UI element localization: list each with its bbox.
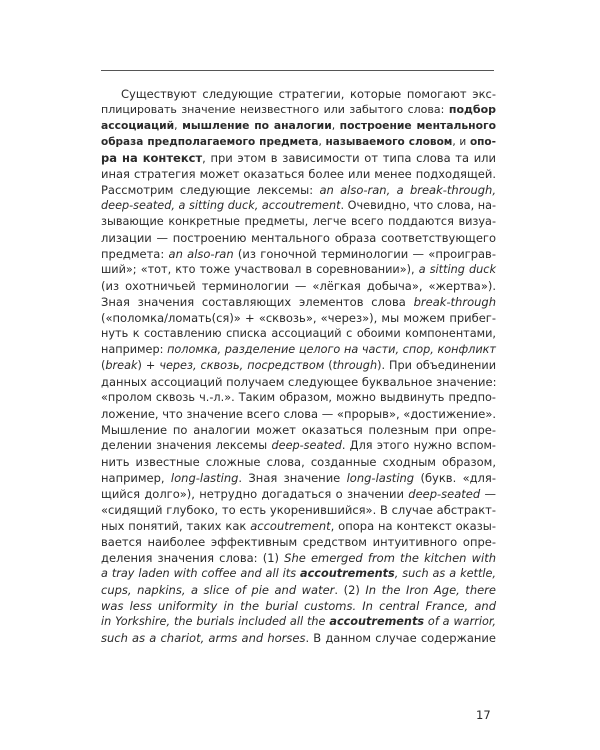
text-segment: иная стратегия может оказаться более или менее подходящей. bbox=[101, 167, 496, 181]
text-segment: ( bbox=[324, 359, 333, 372]
text-segment: плицировать значение неизвестного или забытого слова: bbox=[101, 103, 449, 116]
text-segment: поломка, разделение целого на части, спор, конфликт bbox=[167, 343, 496, 356]
text-segment: long-lasting bbox=[170, 471, 239, 485]
text-segment: In the Iron Age, there bbox=[365, 583, 496, 597]
text-line bbox=[101, 310, 496, 326]
text-segment: нить известные сложные слова, созданные сходным образом, bbox=[101, 455, 496, 469]
text-segment: , bbox=[318, 136, 326, 148]
text-line bbox=[101, 422, 496, 438]
text-segment: ший»; «тот, кто тоже участвовал в соревновании»), bbox=[101, 263, 419, 276]
text-segment: данных ассоциаций получаем следующее буквальное значение: bbox=[101, 375, 497, 389]
text-segment: . Очевидно, что слова, на- bbox=[340, 199, 497, 212]
text-segment: «пролом сквозь ч.-л.». Таким образом, можно выдвинуть предпо- bbox=[101, 391, 496, 404]
text-segment: (из охотничьей терминологии — «лёгкая добыча», «жертва»). bbox=[101, 279, 496, 293]
text-line bbox=[101, 582, 496, 598]
text-segment: предмета: bbox=[101, 247, 169, 261]
text-segment: через, сквозь, посредством bbox=[159, 359, 325, 372]
text-line bbox=[101, 326, 496, 342]
text-line bbox=[101, 598, 496, 614]
text-line bbox=[101, 246, 496, 262]
body-text bbox=[101, 86, 496, 646]
text-segment: cups, napkins, a slice of pie and water bbox=[101, 583, 335, 597]
text-segment: подбор bbox=[448, 103, 496, 116]
text-line bbox=[101, 486, 496, 502]
text-line bbox=[101, 102, 496, 118]
text-line bbox=[101, 534, 496, 550]
text-line bbox=[101, 550, 496, 566]
text-segment: Мышление по аналогии может оказаться полезным при опре- bbox=[101, 423, 496, 437]
text-segment: Рассмотрим следующие лексемы: bbox=[101, 183, 320, 197]
text-segment: She emerged from the kitchen with bbox=[284, 551, 496, 565]
text-segment: мышление по аналогии bbox=[182, 119, 332, 132]
text-segment: ложение, что значение всего слова — «прорыв», «достижение». bbox=[101, 407, 497, 421]
text-segment: accoutrements bbox=[300, 567, 395, 580]
text-segment: such as a chariot, arms and horses bbox=[101, 631, 306, 645]
text-segment: was less uniformity in the burial customs. In central France, and bbox=[101, 599, 496, 613]
text-segment: a tray laden with coffee and all its bbox=[101, 567, 301, 580]
text-segment: . В данном случае содержание bbox=[305, 631, 496, 645]
text-segment: Существуют следующие стратегии, которые помогают экс- bbox=[121, 87, 496, 101]
text-segment: a sitting duck bbox=[418, 263, 496, 276]
text-segment: Зная значения составляющих элементов слова bbox=[101, 295, 414, 309]
text-line bbox=[101, 278, 496, 294]
text-line bbox=[101, 518, 496, 534]
text-segment: делении значения лексемы bbox=[101, 439, 272, 452]
text-segment: break-through bbox=[413, 295, 496, 309]
text-segment: deep-seated, a sitting duck, accoutrement bbox=[101, 199, 341, 212]
text-segment: . Для этого нужно вспом- bbox=[341, 439, 496, 452]
text-segment: , и bbox=[452, 136, 470, 148]
text-line bbox=[101, 502, 496, 518]
text-segment: («поломка/ломать(ся)» + «сквозь», «через»), мы можем прибег- bbox=[101, 311, 496, 325]
text-line bbox=[101, 166, 496, 182]
text-line bbox=[101, 406, 496, 422]
text-line bbox=[101, 230, 496, 246]
text-segment: образа предполагаемого предмета bbox=[101, 136, 319, 148]
text-segment: — bbox=[480, 487, 497, 501]
text-segment: deep-seated bbox=[271, 439, 342, 452]
text-line bbox=[101, 118, 496, 134]
text-segment: ассоциаций bbox=[101, 119, 175, 132]
text-line bbox=[101, 182, 496, 198]
text-line bbox=[101, 374, 496, 390]
text-segment: (из гоночной терминологии — «проиграв- bbox=[233, 247, 496, 261]
text-line bbox=[101, 454, 496, 470]
text-line bbox=[101, 438, 496, 454]
page-number: 17 bbox=[476, 708, 491, 722]
text-segment: щийся долго»), нетрудно догадаться о значении bbox=[101, 487, 409, 501]
text-segment: through bbox=[332, 359, 378, 372]
text-segment: long-lasting bbox=[346, 471, 415, 485]
text-segment: нуть к составлению списка ассоциаций с обоими компонентами, bbox=[101, 327, 496, 340]
text-segment: ных понятий, таких как bbox=[101, 519, 251, 533]
text-segment: , bbox=[331, 119, 340, 132]
text-segment: называемого словом bbox=[325, 136, 453, 148]
text-segment: accoutrement bbox=[250, 519, 331, 533]
text-segment: «сидящий глубоко, то есть укоренившийся». В случае абстракт- bbox=[101, 503, 496, 517]
text-segment: deep-seated bbox=[408, 487, 481, 501]
text-line bbox=[101, 134, 496, 150]
text-line bbox=[101, 214, 496, 230]
text-segment: accoutrements bbox=[329, 615, 425, 628]
text-segment: . (2) bbox=[334, 583, 366, 597]
text-segment: ра на контекст bbox=[101, 151, 203, 165]
text-line bbox=[101, 262, 496, 278]
text-segment: ( bbox=[101, 359, 106, 372]
text-line bbox=[101, 198, 496, 214]
text-line bbox=[101, 150, 496, 166]
text-segment: in Yorkshire, the burials included all the bbox=[101, 615, 330, 628]
text-segment: ) + bbox=[137, 359, 160, 372]
text-line bbox=[101, 86, 496, 102]
text-segment: , опора на контекст оказы- bbox=[330, 519, 496, 533]
text-segment: опо- bbox=[469, 136, 496, 148]
header-rule bbox=[101, 70, 494, 71]
text-segment: например, bbox=[101, 471, 171, 485]
text-line bbox=[101, 342, 496, 358]
text-line bbox=[101, 470, 496, 486]
text-line bbox=[101, 566, 496, 582]
text-line bbox=[101, 358, 496, 374]
text-line bbox=[101, 614, 496, 630]
text-line bbox=[101, 294, 496, 310]
text-segment: вается наиболее эффективным средством интуитивного опре- bbox=[101, 535, 496, 549]
text-segment: , bbox=[174, 119, 183, 132]
text-segment: зывающие конкретные предметы, легче всего поддаются визуа- bbox=[101, 215, 496, 228]
text-line bbox=[101, 390, 496, 406]
text-line bbox=[101, 630, 496, 646]
text-segment: , such as a kettle, bbox=[394, 567, 496, 580]
text-segment: an also-ran bbox=[168, 247, 234, 261]
text-segment: лизации — построению ментального образа соответствующего bbox=[101, 231, 496, 245]
text-segment: . Зная значение bbox=[238, 471, 347, 485]
text-segment: ). При объединении bbox=[377, 359, 496, 372]
text-segment: например: bbox=[101, 343, 168, 356]
text-segment: an also-ran, a break-through, bbox=[319, 183, 496, 197]
text-segment: , при этом в зависимости от типа слова та или bbox=[202, 151, 496, 165]
text-segment: (букв. «для- bbox=[414, 471, 496, 485]
text-segment: построение ментального bbox=[339, 119, 496, 132]
text-segment: деления значения слова: (1) bbox=[101, 551, 285, 565]
text-segment: break bbox=[105, 359, 138, 372]
text-segment: of a warrior, bbox=[424, 615, 496, 628]
